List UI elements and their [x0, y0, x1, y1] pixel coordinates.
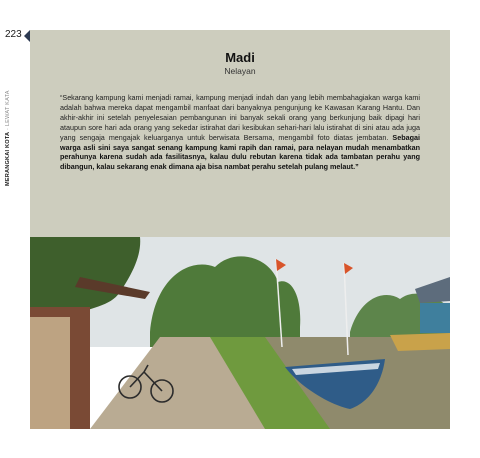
side-label-strong: MERANGKAI KOTA [5, 131, 11, 186]
testimonial-quote [60, 93, 420, 172]
side-label-rest: · LEWAT KATA [5, 90, 11, 132]
quote-bold-text: Sebagai warga asli sini saya sangat senang kampung kami rapih dan ramai, para nelayan mudah menambatkan perahunya karena sudah ada fasilitasnya, kalau dulu rebutan karena tidak ada tambatan perahu yang dibangun, kalau sekarang enak dimana aja bisa nambat perahu setelah pulang melaut.” [60, 132, 420, 172]
quote-panel [30, 30, 450, 237]
photo-fence [30, 317, 70, 429]
village-riverside-illustration [30, 237, 450, 429]
person-name: Madi [225, 50, 255, 65]
photo-shed-right [420, 303, 450, 333]
quote-regular-text: “Sekarang kampung kami menjadi ramai, kampung menjadi indah dan yang lebih membahagiakan warga kami adalah bahwa mereka dapat mengambil manfaat dari banyaknya pengunjung ke Kawasan Karang Hantu. Dan akhir-akhir ini setelah penyelesaian pembangunan ini banyak sekali orang yang berkunjung baik dipagi hari ataupun sore hari ada orang yang sekedar istirahat dari kesibukan sehari-hari lalu istirahat di sini atau ada juga yang sengaja mengajak keluarganya untuk berwisata Bersama, mengambil foto diatas jembatan. [60, 93, 420, 142]
photo-boat-far [390, 333, 450, 351]
side-section-label [5, 90, 11, 186]
village-photo [30, 237, 450, 429]
page-number: 223 [5, 29, 22, 40]
person-role: Nelayan [224, 66, 256, 76]
